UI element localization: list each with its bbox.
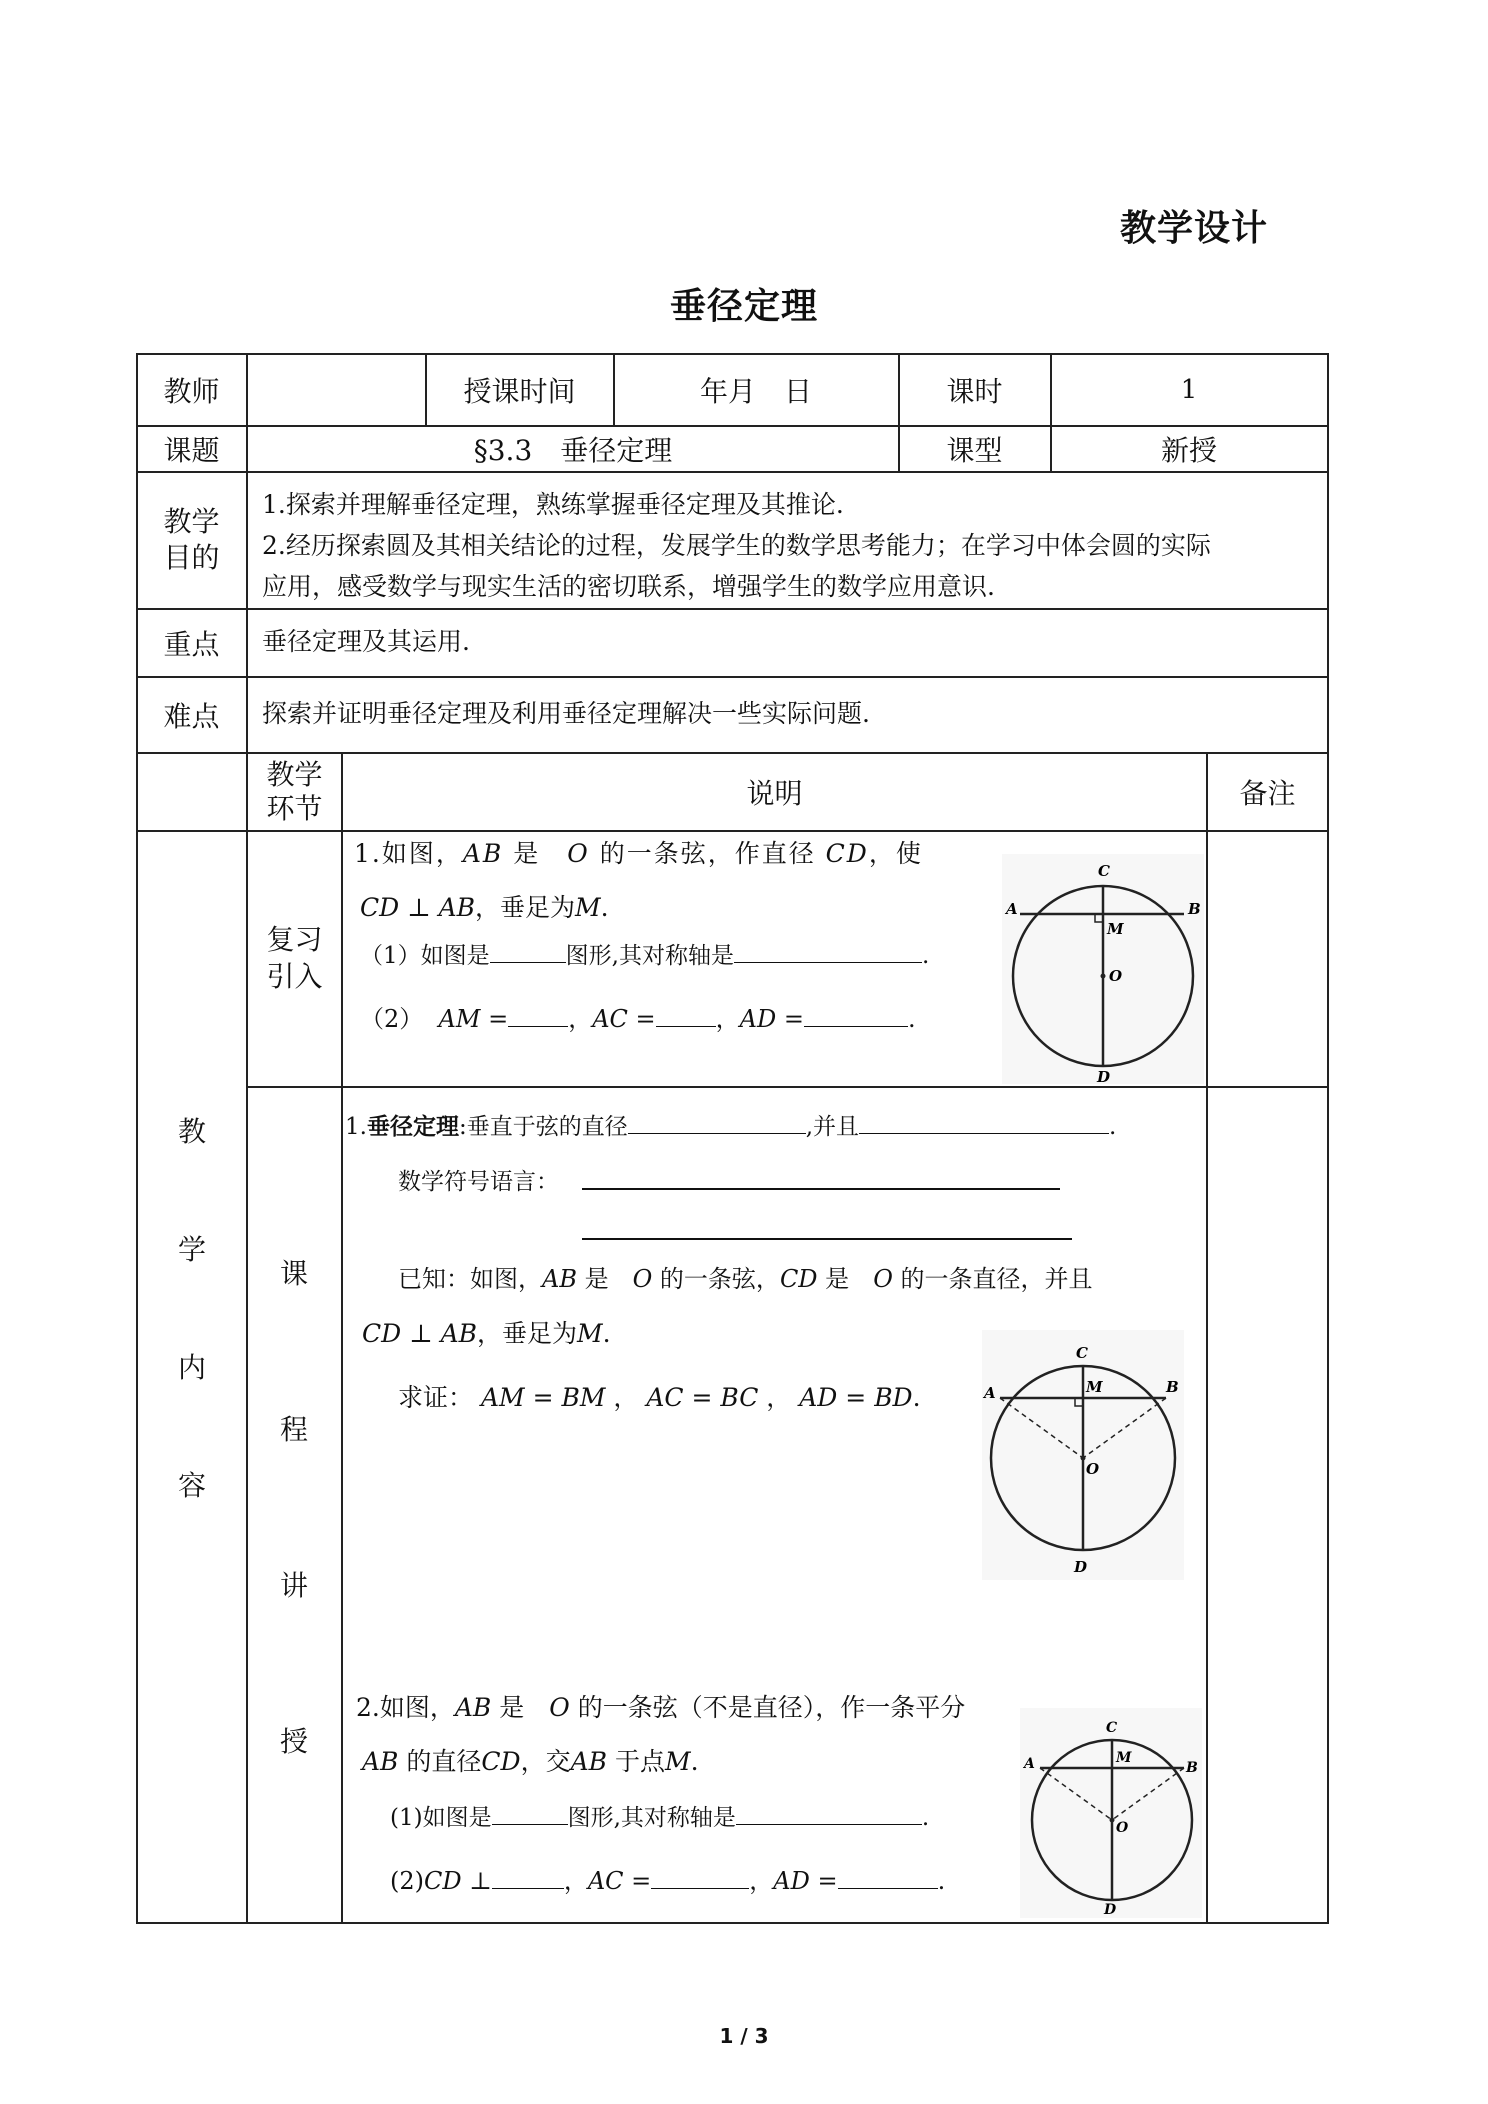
goal-text: [262, 484, 1211, 607]
goal-label-line-2: 目的: [163, 541, 220, 574]
stage-lecture-char-2: 程: [280, 1413, 309, 1446]
svg-text:C: C: [1106, 1720, 1118, 1736]
label-m: M: [1107, 920, 1124, 938]
q2-circle-figure: [1020, 1708, 1202, 1918]
side-label-char-1: 教: [178, 1115, 207, 1148]
stage-lecture-char-3: 讲: [280, 1569, 309, 1602]
review-sub-2: （2） AM = ，AC = ，AD = .: [360, 1005, 916, 1033]
symbol-language-blank-1: [582, 1188, 1060, 1190]
svg-text:D: D: [1074, 1558, 1088, 1576]
difficulty-label: 难点: [163, 699, 220, 733]
svg-text:D: D: [1104, 1902, 1117, 1918]
label-b: B: [1188, 900, 1201, 918]
time-label: 授课时间: [463, 374, 576, 408]
proof-circle-figure: [982, 1330, 1184, 1580]
side-label-char-2: 学: [178, 1233, 207, 1266]
review-sub-1: （1）如图是 图形,其对称轴是 .: [360, 940, 929, 973]
stage-lecture-char-1: 课: [280, 1257, 309, 1290]
svg-text:M: M: [1116, 1750, 1132, 1766]
svg-text:A: A: [1024, 1756, 1035, 1772]
svg-text:C: C: [1076, 1344, 1088, 1362]
symbol-language-label: 数学符号语言：: [398, 1169, 559, 1195]
label-o: O: [1109, 967, 1123, 985]
stage-review: [248, 831, 341, 1086]
q2-line-1: 2.如图，AB 是 O 的一条弦（不是直径），作一条平分: [356, 1693, 966, 1722]
teacher-label: 教师: [163, 374, 220, 408]
stage-header-line-2: 环节: [266, 791, 323, 825]
side-label-char-3: 内: [178, 1351, 207, 1384]
theorem-line: 1.垂径定理:垂直于弦的直径 ,并且 .: [345, 1113, 1117, 1140]
difficulty-value: 探索并证明垂径定理及利用垂径定理解决一些实际问题.: [262, 699, 870, 728]
prove-line: 求证： AM = BM ， AC = BC ， AD = BD.: [398, 1383, 921, 1412]
page-number: 1 / 3: [719, 2024, 769, 2048]
side-label-char-4: 容: [178, 1469, 207, 1502]
review-q1-line-2: CD ⊥ AB，垂足为M.: [360, 893, 609, 922]
period-label: 课时: [946, 374, 1003, 408]
goal-label-line-1: 教学: [163, 504, 220, 538]
period-value: 1: [1180, 374, 1198, 405]
key-label: 重点: [163, 627, 220, 661]
svg-text:O: O: [1116, 1820, 1129, 1836]
svg-text:B: B: [1166, 1378, 1179, 1396]
stage-review-line-2: 引入: [266, 959, 323, 993]
review-circle-figure: [1002, 854, 1204, 1084]
type-value: 新授: [1160, 433, 1217, 467]
svg-text:B: B: [1186, 1760, 1198, 1776]
goal-line-2: 2.经历探索圆及其相关结论的过程，发展学生的数学思考能力；在学习中体会圆的实际: [262, 531, 1211, 560]
label-c: C: [1098, 862, 1110, 880]
stage-review-line-1: 复习: [266, 923, 323, 957]
goal-line-3: 应用，感受数学与现实生活的密切联系，增强学生的数学应用意识.: [262, 572, 995, 601]
goal-label: [137, 472, 246, 608]
stage-header-line-1: 教学: [266, 757, 323, 791]
page-title: 垂径定理: [669, 286, 818, 327]
goal-line-1: 1.探索并理解垂径定理，熟练掌握垂径定理及其推论.: [262, 490, 844, 519]
stage-header: [248, 753, 341, 830]
stage-lecture-char-4: 授: [280, 1725, 309, 1758]
label-d: D: [1097, 1068, 1111, 1084]
type-label: 课型: [946, 433, 1003, 467]
svg-text:O: O: [1086, 1460, 1100, 1478]
q2-sub-1: (1)如图是 图形,其对称轴是 .: [390, 1802, 929, 1835]
description-header: 说明: [746, 776, 803, 810]
q2-sub-2: (2)CD ⊥ ，AC = ，AD = .: [390, 1867, 946, 1895]
label-a: A: [1006, 900, 1018, 918]
svg-text:A: A: [984, 1384, 996, 1402]
given-line-1: 已知：如图，AB 是 O 的一条弦，CD 是 O 的一条直径，并且: [398, 1265, 1093, 1293]
doc-type-heading: 教学设计: [1120, 208, 1269, 249]
svg-text:M: M: [1086, 1378, 1103, 1396]
date-text: 年月 日: [699, 374, 812, 408]
given-line-2: CD ⊥ AB，垂足为M.: [362, 1319, 611, 1348]
topic-label: 课题: [163, 433, 220, 467]
key-value: 垂径定理及其运用.: [262, 627, 470, 656]
note-header: 备注: [1239, 776, 1296, 810]
symbol-language-blank-2: [582, 1238, 1072, 1240]
review-q1-line-1: 1.如图，AB 是 O 的一条弦，作直径 CD，使: [354, 839, 923, 868]
topic-value: §3.3 垂径定理: [473, 433, 673, 467]
q2-line-2: AB 的直径CD，交AB 于点M.: [362, 1747, 699, 1776]
